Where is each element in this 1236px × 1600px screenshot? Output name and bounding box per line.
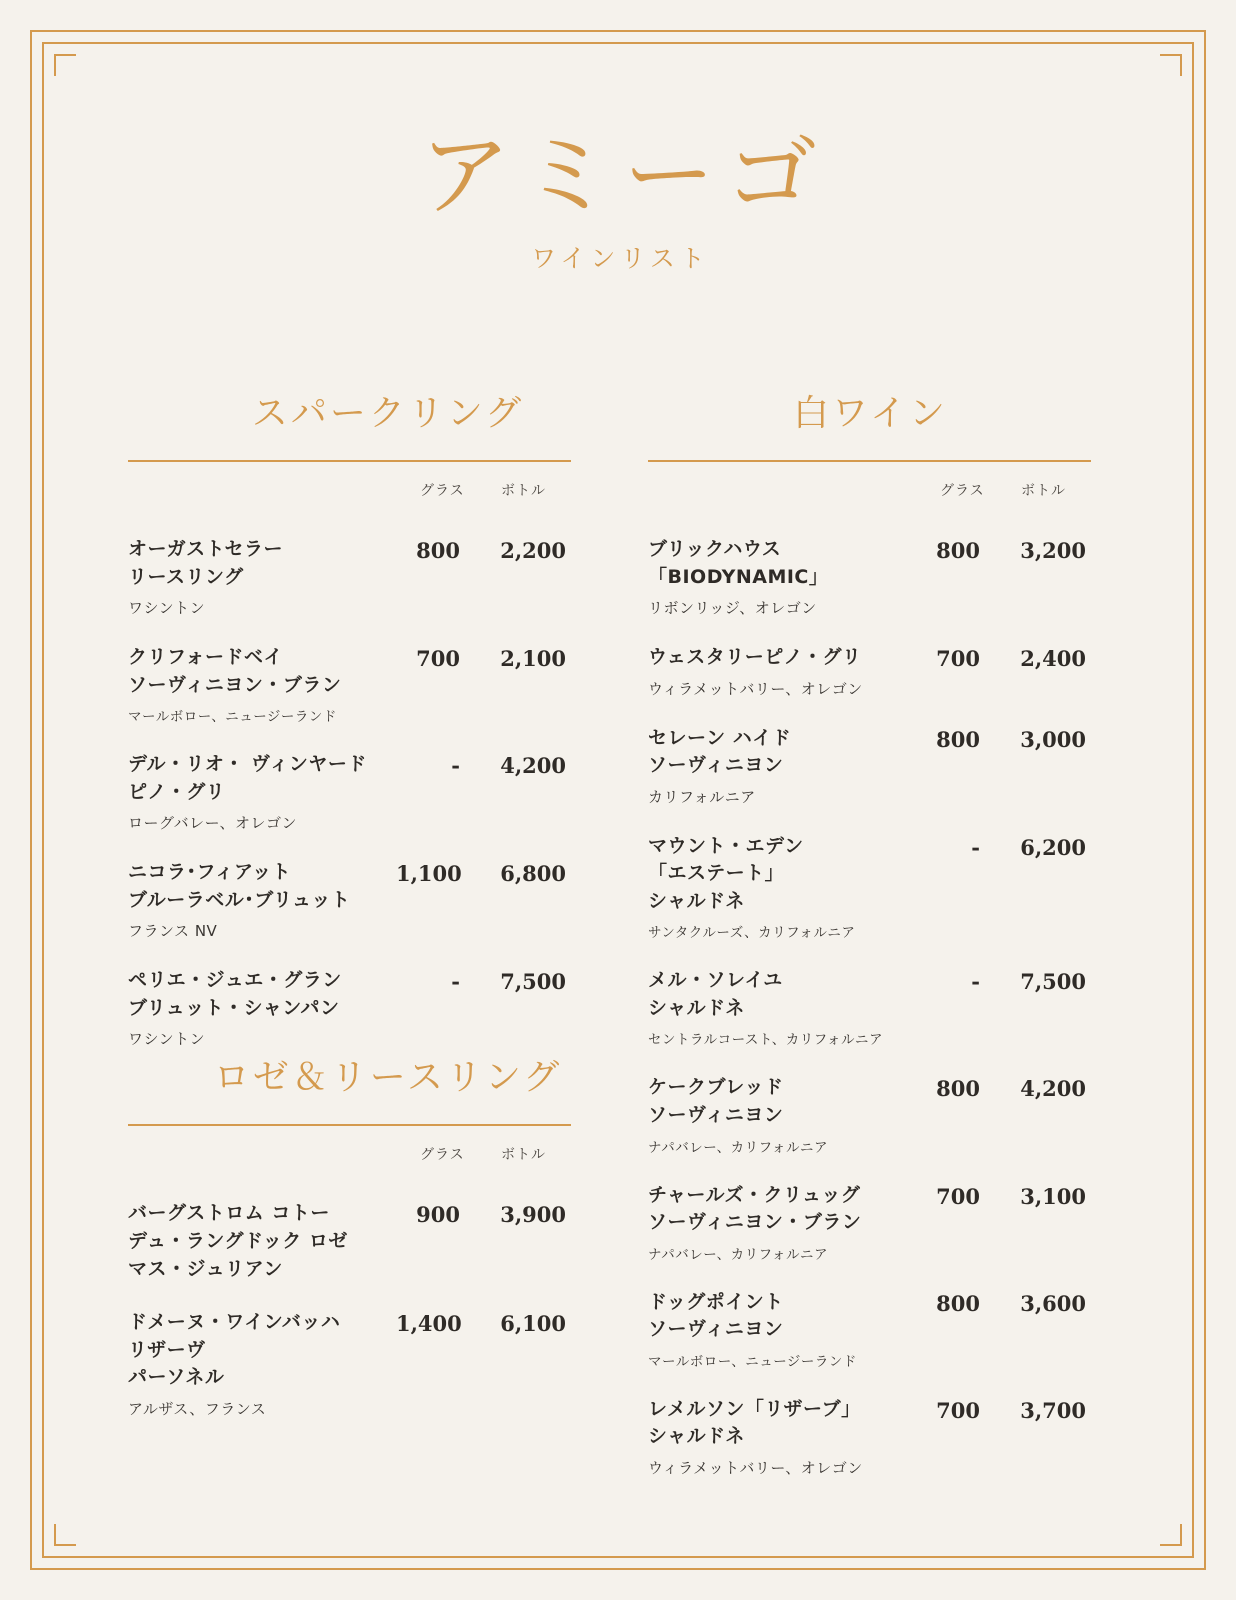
wine-region: ウィラメットバリー、オレゴン (648, 1458, 863, 1477)
wine-name-line: シャルドネ (648, 996, 745, 1019)
page-subtitle: ワインリスト (531, 243, 710, 273)
glass-price: - (451, 753, 460, 779)
wine-name-block (128, 1200, 418, 1283)
wine-name-line: ソーヴィニヨン・ブラン (648, 1211, 862, 1234)
wine-name-block (648, 1396, 938, 1478)
right-column (648, 385, 1093, 1478)
glass-price: 1,100 (396, 861, 462, 887)
wine-item (648, 536, 1093, 618)
left-column (128, 385, 648, 1478)
corner-ornament-top-right (1160, 30, 1206, 76)
price-column-headers (128, 1144, 648, 1174)
section-title: 白ワイン (793, 393, 948, 434)
bottle-column-header: ボトル (1021, 483, 1066, 499)
bottle-price: 2,100 (500, 646, 566, 672)
section-title: ロゼ＆リースリング (213, 1057, 563, 1099)
bottle-price: 6,100 (500, 1311, 566, 1337)
glass-price: 800 (936, 1290, 980, 1316)
glass-price: 800 (936, 726, 980, 752)
bottle-price: 3,600 (1020, 1290, 1086, 1316)
wine-name-line: ウェスタリーピノ・グリ (648, 646, 862, 669)
wine-name-line: ソーヴィニヨン・ブラン (128, 673, 342, 696)
corner-ornament-bottom-left (30, 1524, 76, 1570)
wine-name-block (128, 967, 418, 1049)
wine-region: ワシントン (128, 599, 206, 618)
glass-column-header: グラス (420, 483, 465, 499)
wine-name-block (648, 1074, 938, 1155)
wine-name-line: シャルドネ (648, 1425, 745, 1448)
wine-region: ワシントン (128, 1030, 206, 1049)
glass-price: - (451, 969, 460, 995)
bottle-price: 3,200 (1020, 538, 1086, 563)
wine-region: マールボロー、ニュージーランド (128, 709, 337, 726)
section-title: スパークリング (251, 393, 525, 434)
price-column-headers (128, 480, 648, 510)
wine-name-block (648, 644, 938, 699)
corner-ornament-top-left (30, 30, 76, 76)
wine-name-line: ソーヴィニヨン (648, 754, 784, 777)
wine-name-line: マウント・エデン (648, 834, 804, 857)
page-title: アミーゴ (418, 122, 827, 229)
wine-item (128, 1200, 648, 1283)
wine-name-line: リザーヴ (128, 1338, 206, 1361)
glass-price: 700 (416, 646, 460, 672)
bottle-price: 4,200 (1020, 1076, 1086, 1102)
glass-column-header: グラス (940, 483, 985, 499)
wine-item (128, 1309, 648, 1419)
wine-name-line: ブリックハウス (648, 538, 782, 560)
bottle-price: 4,200 (500, 753, 566, 779)
bottle-column-header: ボトル (501, 1147, 546, 1164)
wine-item (648, 1182, 1093, 1263)
glass-price: - (971, 969, 980, 995)
glass-column-header: グラス (420, 1147, 465, 1164)
wine-item (128, 859, 648, 941)
wine-name-block (648, 1182, 938, 1263)
menu-section (128, 385, 648, 1049)
wine-region: サンタクルーズ、カリフォルニア (648, 925, 856, 942)
bottle-price: 6,800 (500, 861, 566, 887)
wine-name-line: ソーヴィニヨン (648, 1104, 784, 1127)
wine-item (648, 1074, 1093, 1155)
bottle-column-header: ボトル (501, 483, 546, 499)
wine-name-line: チャールズ・クリュッグ (648, 1183, 861, 1206)
wine-name-line: デュ・ラングドック ロゼ (128, 1230, 348, 1253)
wine-name-line: マス・ジュリアン (128, 1257, 283, 1280)
section-divider (648, 460, 1091, 462)
wine-item (648, 967, 1093, 1048)
wine-name-line: デル・リオ・ ヴィンヤード (128, 753, 367, 776)
glass-price: 800 (416, 538, 460, 563)
glass-price: 800 (936, 1076, 980, 1102)
wine-name-block (128, 644, 418, 725)
glass-price: - (971, 834, 980, 860)
wine-name-line: ペリエ・ジュエ・グラン (128, 969, 342, 992)
wine-name-line: バーグストロム コトー (128, 1202, 330, 1225)
wine-name-block (128, 536, 418, 618)
wine-region: ローグバレー、オレゴン (128, 814, 298, 833)
glass-price: 700 (936, 646, 980, 672)
wine-name-block (648, 1289, 938, 1370)
bottle-price: 3,900 (500, 1202, 566, 1228)
bottle-price: 6,200 (1020, 834, 1086, 860)
wine-name-block (648, 833, 938, 942)
wine-region: マールボロー、ニュージーランド (648, 1353, 857, 1370)
wine-name-line: シャルドネ (648, 889, 745, 912)
wine-region: アルザス、フランス (128, 1399, 267, 1418)
wine-name-line: ケークブレッド (648, 1076, 784, 1099)
wine-name-block (128, 1309, 418, 1419)
wine-item (648, 1396, 1093, 1478)
bottle-price: 2,200 (500, 538, 566, 563)
glass-price: 700 (936, 1397, 980, 1423)
wine-name-line: リースリング (128, 565, 244, 588)
wine-name-block (128, 859, 418, 941)
wine-item (128, 751, 648, 833)
wine-name-line: ソーヴィニヨン (648, 1318, 784, 1341)
glass-price: 700 (936, 1183, 980, 1209)
wine-name-line: ブルーラベル･ブリュット (128, 888, 351, 911)
wine-region: カリフォルニア (648, 787, 756, 806)
wine-region: セントラルコースト、カリフォルニア (648, 1032, 884, 1049)
wine-name-line: 「エステート」 (648, 862, 785, 885)
glass-price: 800 (936, 538, 980, 563)
menu-header (0, 122, 1236, 275)
wine-region: リボンリッジ、オレゴン (648, 599, 817, 618)
corner-ornament-bottom-right (1160, 1524, 1206, 1570)
wine-name-block (648, 967, 938, 1048)
wine-region: ナパバレー、カリフォルニア (648, 1139, 828, 1156)
wine-region: ナパバレー、カリフォルニア (648, 1246, 828, 1263)
section-divider (128, 1124, 571, 1126)
wine-name-line: ブリュット・シャンパン (128, 996, 340, 1019)
wine-item (128, 644, 648, 725)
wine-name-line: ドメーヌ・ワインバッハ (128, 1311, 341, 1334)
wine-name-line: 「BIODYNAMIC」 (648, 565, 829, 588)
wine-name-line: クリフォードベイ (128, 646, 284, 669)
menu-section (648, 385, 1093, 1478)
menu-columns (0, 385, 1236, 1478)
wine-name-line: ニコラ･フィアット (128, 861, 292, 884)
bottle-price: 7,500 (500, 969, 566, 995)
section-divider (128, 460, 571, 462)
wine-name-line: レメルソン「リザーブ」 (648, 1397, 861, 1420)
wine-region: フランス NV (128, 922, 218, 941)
wine-name-block (648, 536, 938, 618)
wine-name-line: パーソネル (128, 1366, 225, 1389)
glass-price: 900 (416, 1202, 460, 1228)
wine-item (648, 1289, 1093, 1370)
wine-name-line: メル・ソレイユ (648, 969, 783, 992)
wine-name-line: セレーン ハイド (648, 726, 792, 749)
bottle-price: 3,000 (1020, 726, 1086, 752)
wine-name-line: オーガストセラー (128, 538, 284, 560)
menu-section (128, 1049, 648, 1418)
wine-item (648, 725, 1093, 807)
price-column-headers (648, 480, 1093, 510)
wine-item (128, 967, 648, 1049)
wine-name-block (128, 751, 418, 833)
bottle-price: 3,100 (1020, 1183, 1086, 1209)
bottle-price: 3,700 (1020, 1397, 1086, 1423)
wine-name-block (648, 725, 938, 807)
wine-region: ウィラメットバリー、オレゴン (648, 679, 863, 698)
glass-price: 1,400 (396, 1311, 462, 1337)
wine-item (648, 644, 1093, 699)
wine-name-line: ドッグポイント (648, 1290, 784, 1313)
bottle-price: 2,400 (1020, 646, 1086, 672)
wine-item (648, 833, 1093, 942)
bottle-price: 7,500 (1020, 969, 1086, 995)
wine-name-line: ピノ・グリ (128, 780, 226, 803)
wine-item (128, 536, 648, 618)
